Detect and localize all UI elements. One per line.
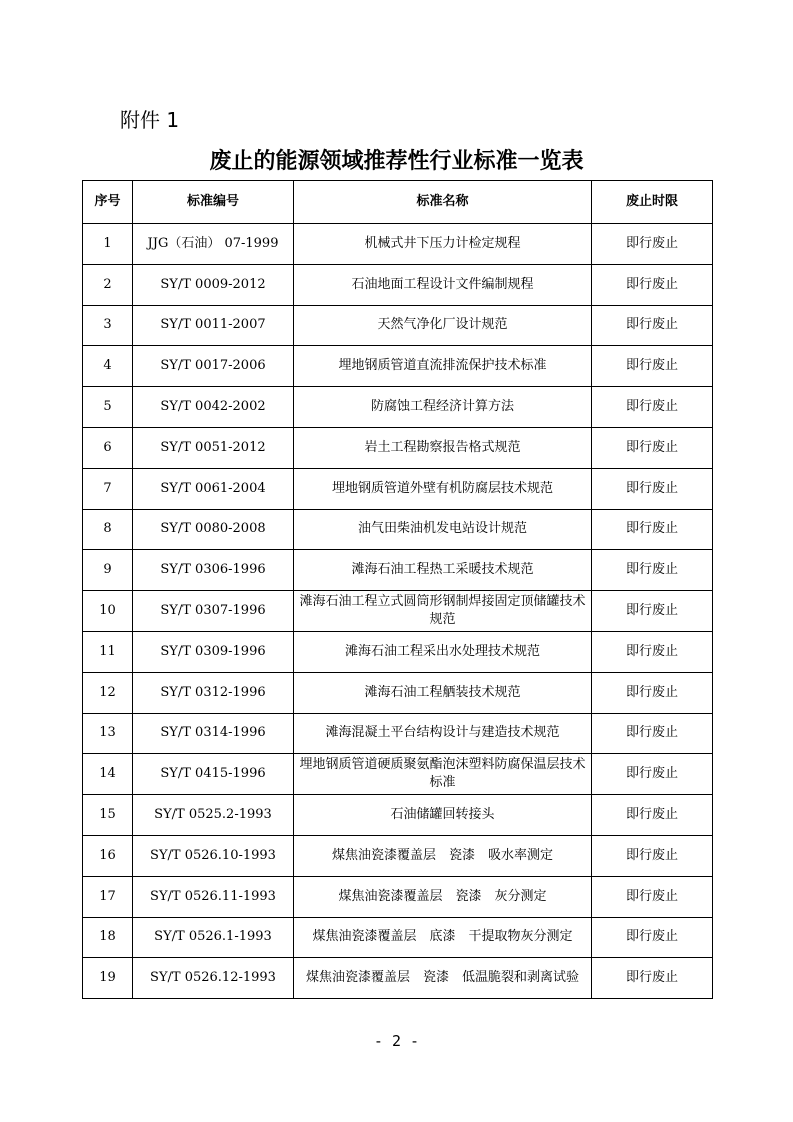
- table-row: [83, 224, 713, 265]
- table-row: [83, 713, 713, 754]
- attachment-label: 附件 1: [120, 108, 180, 132]
- cell-code: SY/T 0312-1996: [133, 672, 294, 713]
- table-row: [83, 876, 713, 917]
- cell-no: 11: [83, 631, 133, 672]
- cell-no: 1: [83, 224, 133, 265]
- cell-status: 即行废止: [592, 754, 713, 795]
- cell-name: 煤焦油瓷漆覆盖层 底漆 干提取物灰分测定: [294, 917, 592, 958]
- table-header-row: [83, 181, 713, 224]
- cell-no: 2: [83, 264, 133, 305]
- cell-code: SY/T 0526.12-1993: [133, 958, 294, 999]
- page-title: 废止的能源领域推荐性行业标准一览表: [209, 148, 584, 174]
- cell-name: 滩海石油工程采出水处理技术规范: [294, 631, 592, 672]
- cell-name: 滩海石油工程立式圆筒形钢制焊接固定顶储罐技术规范: [294, 591, 592, 632]
- cell-name: 石油地面工程设计文件编制规程: [294, 264, 592, 305]
- cell-name: 滩海石油工程舾装技术规范: [294, 672, 592, 713]
- table-row: [83, 631, 713, 672]
- table-row: [83, 427, 713, 468]
- cell-name: 石油储罐回转接头: [294, 795, 592, 836]
- cell-status: 即行废止: [592, 795, 713, 836]
- table-row: [83, 958, 713, 999]
- cell-no: 6: [83, 427, 133, 468]
- cell-code: SY/T 0526.10-1993: [133, 835, 294, 876]
- page-number: - 2 -: [373, 1032, 420, 1050]
- table-row: [83, 835, 713, 876]
- cell-code: SY/T 0042-2002: [133, 387, 294, 428]
- cell-status: 即行废止: [592, 631, 713, 672]
- cell-code: JJG（石油） 07-1999: [133, 224, 294, 265]
- cell-code: SY/T 0080-2008: [133, 509, 294, 550]
- cell-no: 14: [83, 754, 133, 795]
- header-no: 序号: [83, 181, 133, 224]
- table-row: [83, 550, 713, 591]
- cell-code: SY/T 0061-2004: [133, 468, 294, 509]
- cell-name: 天然气净化厂设计规范: [294, 305, 592, 346]
- cell-status: 即行废止: [592, 876, 713, 917]
- cell-no: 4: [83, 346, 133, 387]
- cell-status: 即行废止: [592, 672, 713, 713]
- cell-status: 即行废止: [592, 468, 713, 509]
- cell-status: 即行废止: [592, 305, 713, 346]
- cell-code: SY/T 0314-1996: [133, 713, 294, 754]
- cell-no: 17: [83, 876, 133, 917]
- table-row: [83, 672, 713, 713]
- cell-status: 即行废止: [592, 550, 713, 591]
- table-row: [83, 346, 713, 387]
- cell-status: 即行废止: [592, 958, 713, 999]
- cell-no: 3: [83, 305, 133, 346]
- cell-name: 埋地钢质管道外壁有机防腐层技术规范: [294, 468, 592, 509]
- cell-name: 埋地钢质管道直流排流保护技术标准: [294, 346, 592, 387]
- cell-code: SY/T 0526.1-1993: [133, 917, 294, 958]
- cell-no: 15: [83, 795, 133, 836]
- header-name: 标准名称: [294, 181, 592, 224]
- cell-code: SY/T 0009-2012: [133, 264, 294, 305]
- cell-code: SY/T 0306-1996: [133, 550, 294, 591]
- cell-no: 19: [83, 958, 133, 999]
- cell-status: 即行废止: [592, 835, 713, 876]
- header-status: 废止时限: [592, 181, 713, 224]
- table-row: [83, 754, 713, 795]
- cell-status: 即行废止: [592, 591, 713, 632]
- cell-no: 8: [83, 509, 133, 550]
- cell-status: 即行废止: [592, 264, 713, 305]
- header-code: 标准编号: [133, 181, 294, 224]
- cell-name: 油气田柴油机发电站设计规范: [294, 509, 592, 550]
- cell-status: 即行废止: [592, 427, 713, 468]
- cell-name: 岩土工程勘察报告格式规范: [294, 427, 592, 468]
- table-row: [83, 509, 713, 550]
- cell-no: 16: [83, 835, 133, 876]
- cell-no: 18: [83, 917, 133, 958]
- cell-code: SY/T 0415-1996: [133, 754, 294, 795]
- table-row: [83, 468, 713, 509]
- cell-name: 煤焦油瓷漆覆盖层 瓷漆 吸水率测定: [294, 835, 592, 876]
- cell-status: 即行废止: [592, 346, 713, 387]
- table-row: [83, 917, 713, 958]
- table-row: [83, 387, 713, 428]
- cell-code: SY/T 0017-2006: [133, 346, 294, 387]
- cell-status: 即行废止: [592, 224, 713, 265]
- cell-no: 13: [83, 713, 133, 754]
- cell-status: 即行废止: [592, 387, 713, 428]
- cell-name: 煤焦油瓷漆覆盖层 瓷漆 低温脆裂和剥离试验: [294, 958, 592, 999]
- cell-no: 10: [83, 591, 133, 632]
- cell-name: 机械式井下压力计检定规程: [294, 224, 592, 265]
- cell-no: 9: [83, 550, 133, 591]
- cell-name: 滩海混凝土平台结构设计与建造技术规范: [294, 713, 592, 754]
- cell-code: SY/T 0307-1996: [133, 591, 294, 632]
- cell-name: 埋地钢质管道硬质聚氨酯泡沫塑料防腐保温层技术标准: [294, 754, 592, 795]
- cell-status: 即行废止: [592, 713, 713, 754]
- cell-name: 防腐蚀工程经济计算方法: [294, 387, 592, 428]
- cell-name: 滩海石油工程热工采暖技术规范: [294, 550, 592, 591]
- cell-code: SY/T 0011-2007: [133, 305, 294, 346]
- cell-status: 即行废止: [592, 509, 713, 550]
- table-row: [83, 591, 713, 632]
- standards-table: [82, 180, 713, 999]
- cell-code: SY/T 0525.2-1993: [133, 795, 294, 836]
- cell-code: SY/T 0051-2012: [133, 427, 294, 468]
- cell-code: SY/T 0526.11-1993: [133, 876, 294, 917]
- table-row: [83, 795, 713, 836]
- cell-no: 12: [83, 672, 133, 713]
- table-row: [83, 305, 713, 346]
- cell-no: 5: [83, 387, 133, 428]
- cell-name: 煤焦油瓷漆覆盖层 瓷漆 灰分测定: [294, 876, 592, 917]
- cell-no: 7: [83, 468, 133, 509]
- cell-code: SY/T 0309-1996: [133, 631, 294, 672]
- cell-status: 即行废止: [592, 917, 713, 958]
- table-row: [83, 264, 713, 305]
